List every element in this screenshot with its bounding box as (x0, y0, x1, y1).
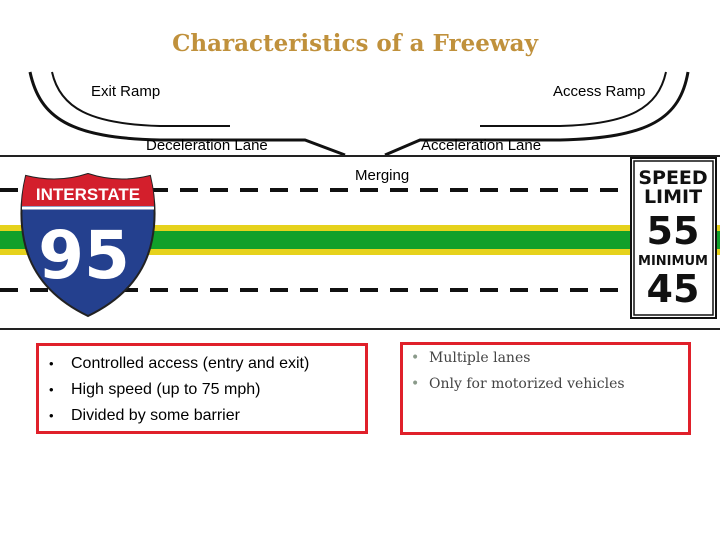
ramp-diagram (0, 0, 720, 160)
speed-sign-line1: SPEED (638, 167, 708, 189)
bullet-item: • Multiple lanes (403, 345, 688, 371)
characteristics-box-left (36, 343, 368, 434)
merging-label: Merging (355, 167, 410, 184)
acceleration-lane-label: Acceleration Lane (421, 137, 542, 154)
deceleration-lane-label: Deceleration Lane (146, 137, 268, 154)
access-ramp-label: Access Ramp (553, 83, 646, 100)
minimum-label: MINIMUM (638, 254, 708, 269)
bullet-item: • Only for motorized vehicles (403, 371, 688, 397)
bullet-item: • High speed (up to 75 mph) (39, 377, 365, 403)
speed-limit-sign (630, 157, 717, 319)
exit-ramp-label: Exit Ramp (91, 83, 161, 100)
speed-limit-value: 55 (646, 209, 700, 253)
shield-number: 95 (38, 217, 130, 294)
slide-title: Characteristics of a Freeway (172, 30, 538, 57)
interstate-95-shield (18, 170, 158, 318)
bullet-item: • Divided by some barrier (39, 403, 365, 429)
minimum-value: 45 (646, 267, 700, 311)
bullet-item: • Controlled access (entry and exit) (39, 351, 365, 377)
shield-top-text: INTERSTATE (35, 185, 141, 204)
characteristics-box-right (400, 342, 691, 435)
speed-sign-line2: LIMIT (643, 186, 703, 208)
